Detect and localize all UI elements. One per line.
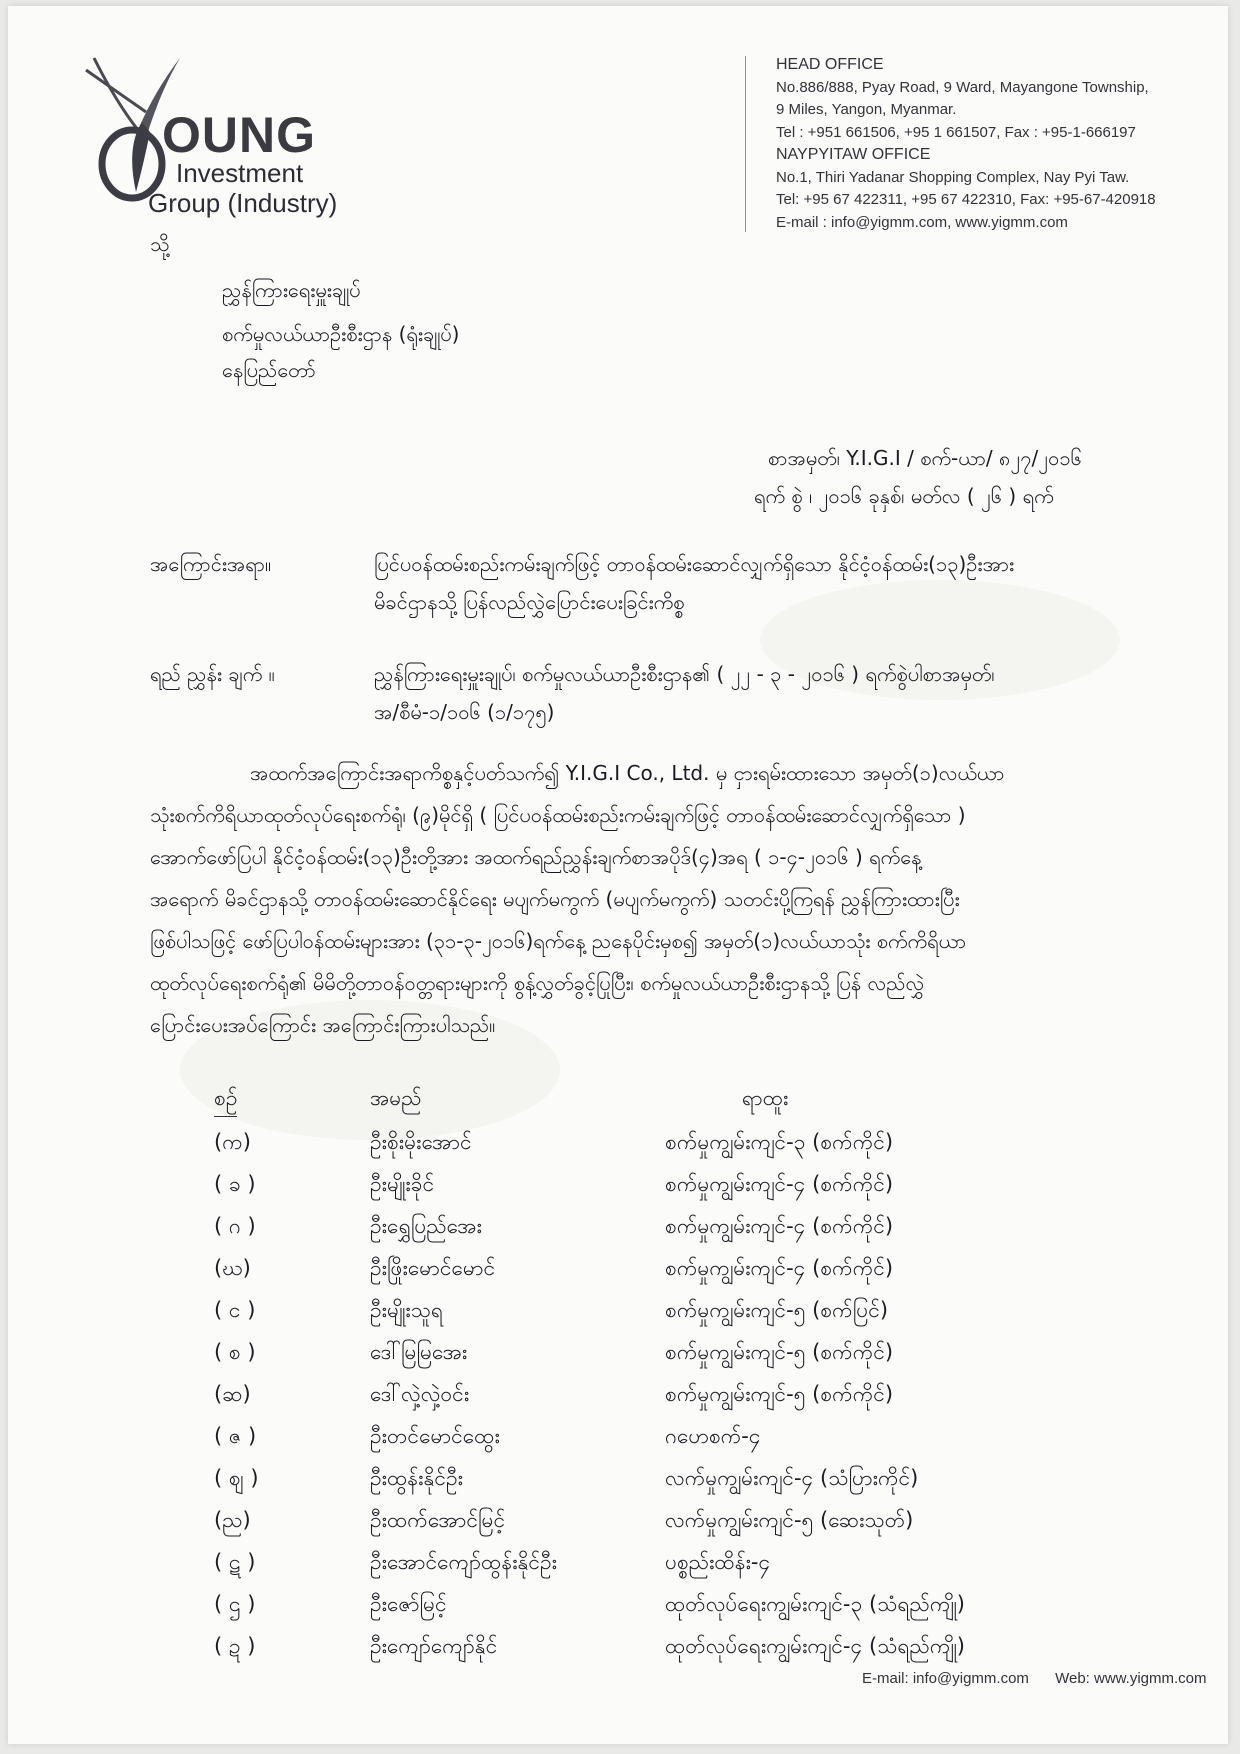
- row-position: ထုတ်လုပ်ရေးကျွမ်းကျင်-၄ (သံရည်ကျို): [665, 1634, 965, 1658]
- table-row: [0, 1376, 1240, 1416]
- table-row: [0, 1586, 1240, 1626]
- row-number: ( ခ ): [214, 1172, 256, 1196]
- head-office-title: HEAD OFFICE: [776, 56, 884, 73]
- recipient-to: သို့: [150, 232, 170, 256]
- table-row: [0, 1544, 1240, 1584]
- table-row: [0, 1502, 1240, 1542]
- header-divider: [745, 56, 746, 232]
- row-name: ဦးတင်မောင်ထွေး: [370, 1424, 500, 1448]
- head-office-tel: Tel : +951 661506, +95 1 661507, Fax : +95-1-666197: [776, 123, 1136, 141]
- header-position: ရာထူး: [742, 1086, 789, 1110]
- row-name: ဒေါ်လှဲ့လှဲ့ဝင်း: [370, 1382, 470, 1406]
- row-number: (ဆ): [214, 1382, 251, 1406]
- reference-label: ရည် ညွှန်း ချက် ။: [150, 662, 275, 686]
- row-position: စက်မှုကျွမ်းကျင်-၄ (စက်ကိုင်): [665, 1256, 894, 1280]
- body-line: သုံးစက်ကိရိယာထုတ်လုပ်ရေးစက်ရုံ၊ (၉)မိုင်ရှိ ( ပြင်ပဝန်ထမ်းစည်းကမ်းချက်ဖြင့် တာဝန်ထမ်းဆောင်လျှက်ရှိသော ): [150, 803, 966, 827]
- row-number: ( ဂ ): [214, 1214, 256, 1238]
- row-position: စက်မှုကျွမ်းကျင်-၃ (စက်ကိုင်): [665, 1130, 894, 1154]
- row-name: ဦးထွန်းနိုင်ဦး: [370, 1466, 463, 1490]
- row-name: ဦးကျော်ကျော်နိုင်: [370, 1634, 498, 1658]
- naypyitaw-office-tel: Tel: +95 67 422311, +95 67 422310, Fax: +95-67-420918: [776, 191, 1156, 208]
- row-number: ( ဇ ): [214, 1424, 257, 1448]
- head-office-address-2: 9 Miles, Yangon, Myanmar.: [776, 101, 957, 118]
- row-number: ( ဋ ): [214, 1550, 256, 1574]
- row-name: ဦးဇော်မြင့်: [370, 1592, 447, 1616]
- table-row: [0, 1628, 1240, 1668]
- subject-line-1: ပြင်ပဝန်ထမ်းစည်းကမ်းချက်ဖြင့် တာဝန်ထမ်းဆောင်လျှက်ရှိသော နိုင်ငံ့ဝန်ထမ်း(၁၃)ဦးအား: [374, 552, 1015, 576]
- naypyitaw-office-address: No.1, Thiri Yadanar Shopping Complex, Nay Pyi Taw.: [776, 168, 1130, 186]
- row-name: ဦးထက်အောင်မြင့်: [370, 1508, 506, 1532]
- body-line: ပြောင်းပေးအပ်ကြောင်း အကြောင်းကြားပါသည်။: [150, 1013, 496, 1037]
- row-number: (ည): [214, 1508, 251, 1532]
- body-paragraph: [150, 752, 1170, 1046]
- office-address-block: [776, 54, 1216, 234]
- row-name: ဒေါ်မြမြအေး: [370, 1340, 468, 1364]
- logo-investment: Investment: [176, 158, 304, 188]
- row-number: (ဃ): [214, 1256, 251, 1280]
- row-position: လက်မှုကျွမ်းကျင်-၅ (ဆေးသုတ်): [665, 1508, 914, 1532]
- row-number: ( ဈ ): [214, 1466, 259, 1490]
- naypyitaw-office-title: NAYPYITAW OFFICE: [776, 146, 931, 163]
- staff-table-header: [0, 1080, 1240, 1120]
- body-line: အထက်အကြောင်းအရာကိစ္စနှင့်ပတ်သက်၍ Y.I.G.I Co., Ltd. မှ ငှားရမ်းထားသော အမှတ်(၁)လယ်ယာ: [250, 761, 1005, 785]
- recipient-line-3: နေပြည်တော်: [222, 358, 316, 382]
- reference-line-2: အ/စီမံ-၁/၁၀၆ (၁/၁၇၅): [374, 700, 555, 724]
- row-position: ထုတ်လုပ်ရေးကျွမ်းကျင်-၃ (သံရည်ကျို): [665, 1592, 965, 1616]
- row-name: ဦးအောင်ကျော်ထွန်းနိုင်ဦး: [370, 1550, 558, 1574]
- row-position: လက်မှုကျွမ်းကျင်-၄ (သံပြားကိုင်): [665, 1466, 919, 1490]
- table-row: [0, 1250, 1240, 1290]
- row-name: ဦးမျိုးသူရ: [370, 1298, 444, 1322]
- row-position: စက်မှုကျွမ်းကျင်-၅ (စက်ပြင်): [665, 1298, 889, 1322]
- row-name: ဦးဖြိုးမောင်မောင်: [370, 1256, 496, 1280]
- body-line: ဖြစ်ပါသဖြင့် ဖော်ပြပါဝန်ထမ်းများအား (၃၁-၃-၂၀၁၆)ရက်နေ့ ညနေပိုင်းမှစ၍ အမှတ်(၁)လယ်ယာသုံး စက်ကိရိယာ: [150, 929, 967, 953]
- page-footer: [862, 1670, 1229, 1687]
- row-number: ( ဍ ): [214, 1634, 256, 1658]
- reference-line-1: ညွှန်ကြားရေးမှူးချုပ်၊ စက်မှုလယ်ယာဦးစီးဌာန၏ ( ၂၂ - ၃ - ၂၀၁၆ ) ရက်စွဲပါစာအမှတ်၊: [374, 662, 995, 686]
- head-office-address-1: No.886/888, Pyay Road, 9 Ward, Mayangone Township,: [776, 78, 1149, 96]
- subject-label: အကြောင်းအရာ။: [150, 552, 272, 576]
- header-name: အမည်: [370, 1086, 422, 1110]
- table-row: [0, 1460, 1240, 1500]
- row-number: ( င ): [214, 1298, 256, 1322]
- footer-email: E-mail: info@yigmm.com: [862, 1670, 1029, 1687]
- body-line: အောက်ဖော်ပြပါ နိုင်ငံ့ဝန်ထမ်း(၁၃)ဦးတို့အား အထက်ရည်ညွှန်းချက်စာအပိုဒ်(၄)အရ ( ၁-၄-၂၀၁၆ ) ရက်နေ့: [150, 845, 922, 869]
- table-row: [0, 1166, 1240, 1206]
- row-position: စက်မှုကျွမ်းကျင်-၅ (စက်ကိုင်): [665, 1340, 894, 1364]
- letter-date: ရက် စွဲ ၊ ၂၀၁၆ ခုနှစ်၊ မတ်လ ( ၂၆ ) ရက်: [754, 484, 1054, 508]
- row-position: စက်မှုကျွမ်းကျင်-၄ (စက်ကိုင်): [665, 1214, 894, 1238]
- logo-wordmark: OUNG: [162, 107, 316, 163]
- body-line: ထုတ်လုပ်ရေးစက်ရုံ၏ မိမိတို့တာဝန်ဝတ္တရားများကို စွန့်လွှတ်ခွင့်ပြုပြီး၊ စက်မှုလယ်ယာဦးစီးဌာနသို့ ပြန် လည်လွှဲ: [150, 971, 925, 995]
- row-name: ဦးမျိုးခိုင်: [370, 1172, 435, 1196]
- office-email-web: E-mail : info@yigmm.com, www.yigmm.com: [776, 213, 1068, 231]
- table-row: [0, 1292, 1240, 1332]
- table-row: [0, 1124, 1240, 1164]
- row-position: စက်မှုကျွမ်းကျင်-၅ (စက်ကိုင်): [665, 1382, 894, 1406]
- company-logo: [62, 44, 362, 234]
- row-position: ဂဟေစက်-၄: [665, 1424, 761, 1448]
- recipient-line-2: စက်မှုလယ်ယာဦးစီးဌာန (ရုံးချုပ်): [222, 322, 460, 346]
- row-number: ( စ ): [214, 1340, 256, 1364]
- table-row: [0, 1208, 1240, 1248]
- row-position: ပစ္စည်းထိန်း-၄: [665, 1550, 771, 1574]
- letter-number: စာအမှတ်၊ Y.I.G.I / စက်-ယာ/ ၈၂၇/၂၀၁၆: [768, 446, 1082, 470]
- table-row: [0, 1334, 1240, 1374]
- table-row: [0, 1418, 1240, 1458]
- subject-line-2: မိခင်ဌာနသို့ ပြန်လည်လွှဲပြောင်းပေးခြင်းကိစ္စ: [374, 590, 685, 614]
- row-number: ( ဌ ): [214, 1592, 256, 1616]
- row-number: (က): [214, 1130, 251, 1154]
- header-number: စဉ်: [214, 1080, 237, 1117]
- row-name: ဦးစိုးမိုးအောင်: [370, 1130, 472, 1154]
- row-position: စက်မှုကျွမ်းကျင်-၄ (စက်ကိုင်): [665, 1172, 894, 1196]
- logo-group: Group (Industry): [148, 188, 338, 218]
- row-name: ဦးရွှေပြည်အေး: [370, 1214, 482, 1238]
- footer-web: Web: www.yigmm.com: [1055, 1670, 1207, 1687]
- recipient-line-1: ညွှန်ကြားရေးမှူးချုပ်: [222, 278, 361, 302]
- body-line: အရောက် မိခင်ဌာနသို့ တာဝန်ထမ်းဆောင်နိုင်ရေး မပျက်မကွက် (မပျက်မကွက်) သတင်းပို့ကြရန် ညွှန်ကြားထားပြီး: [150, 887, 960, 911]
